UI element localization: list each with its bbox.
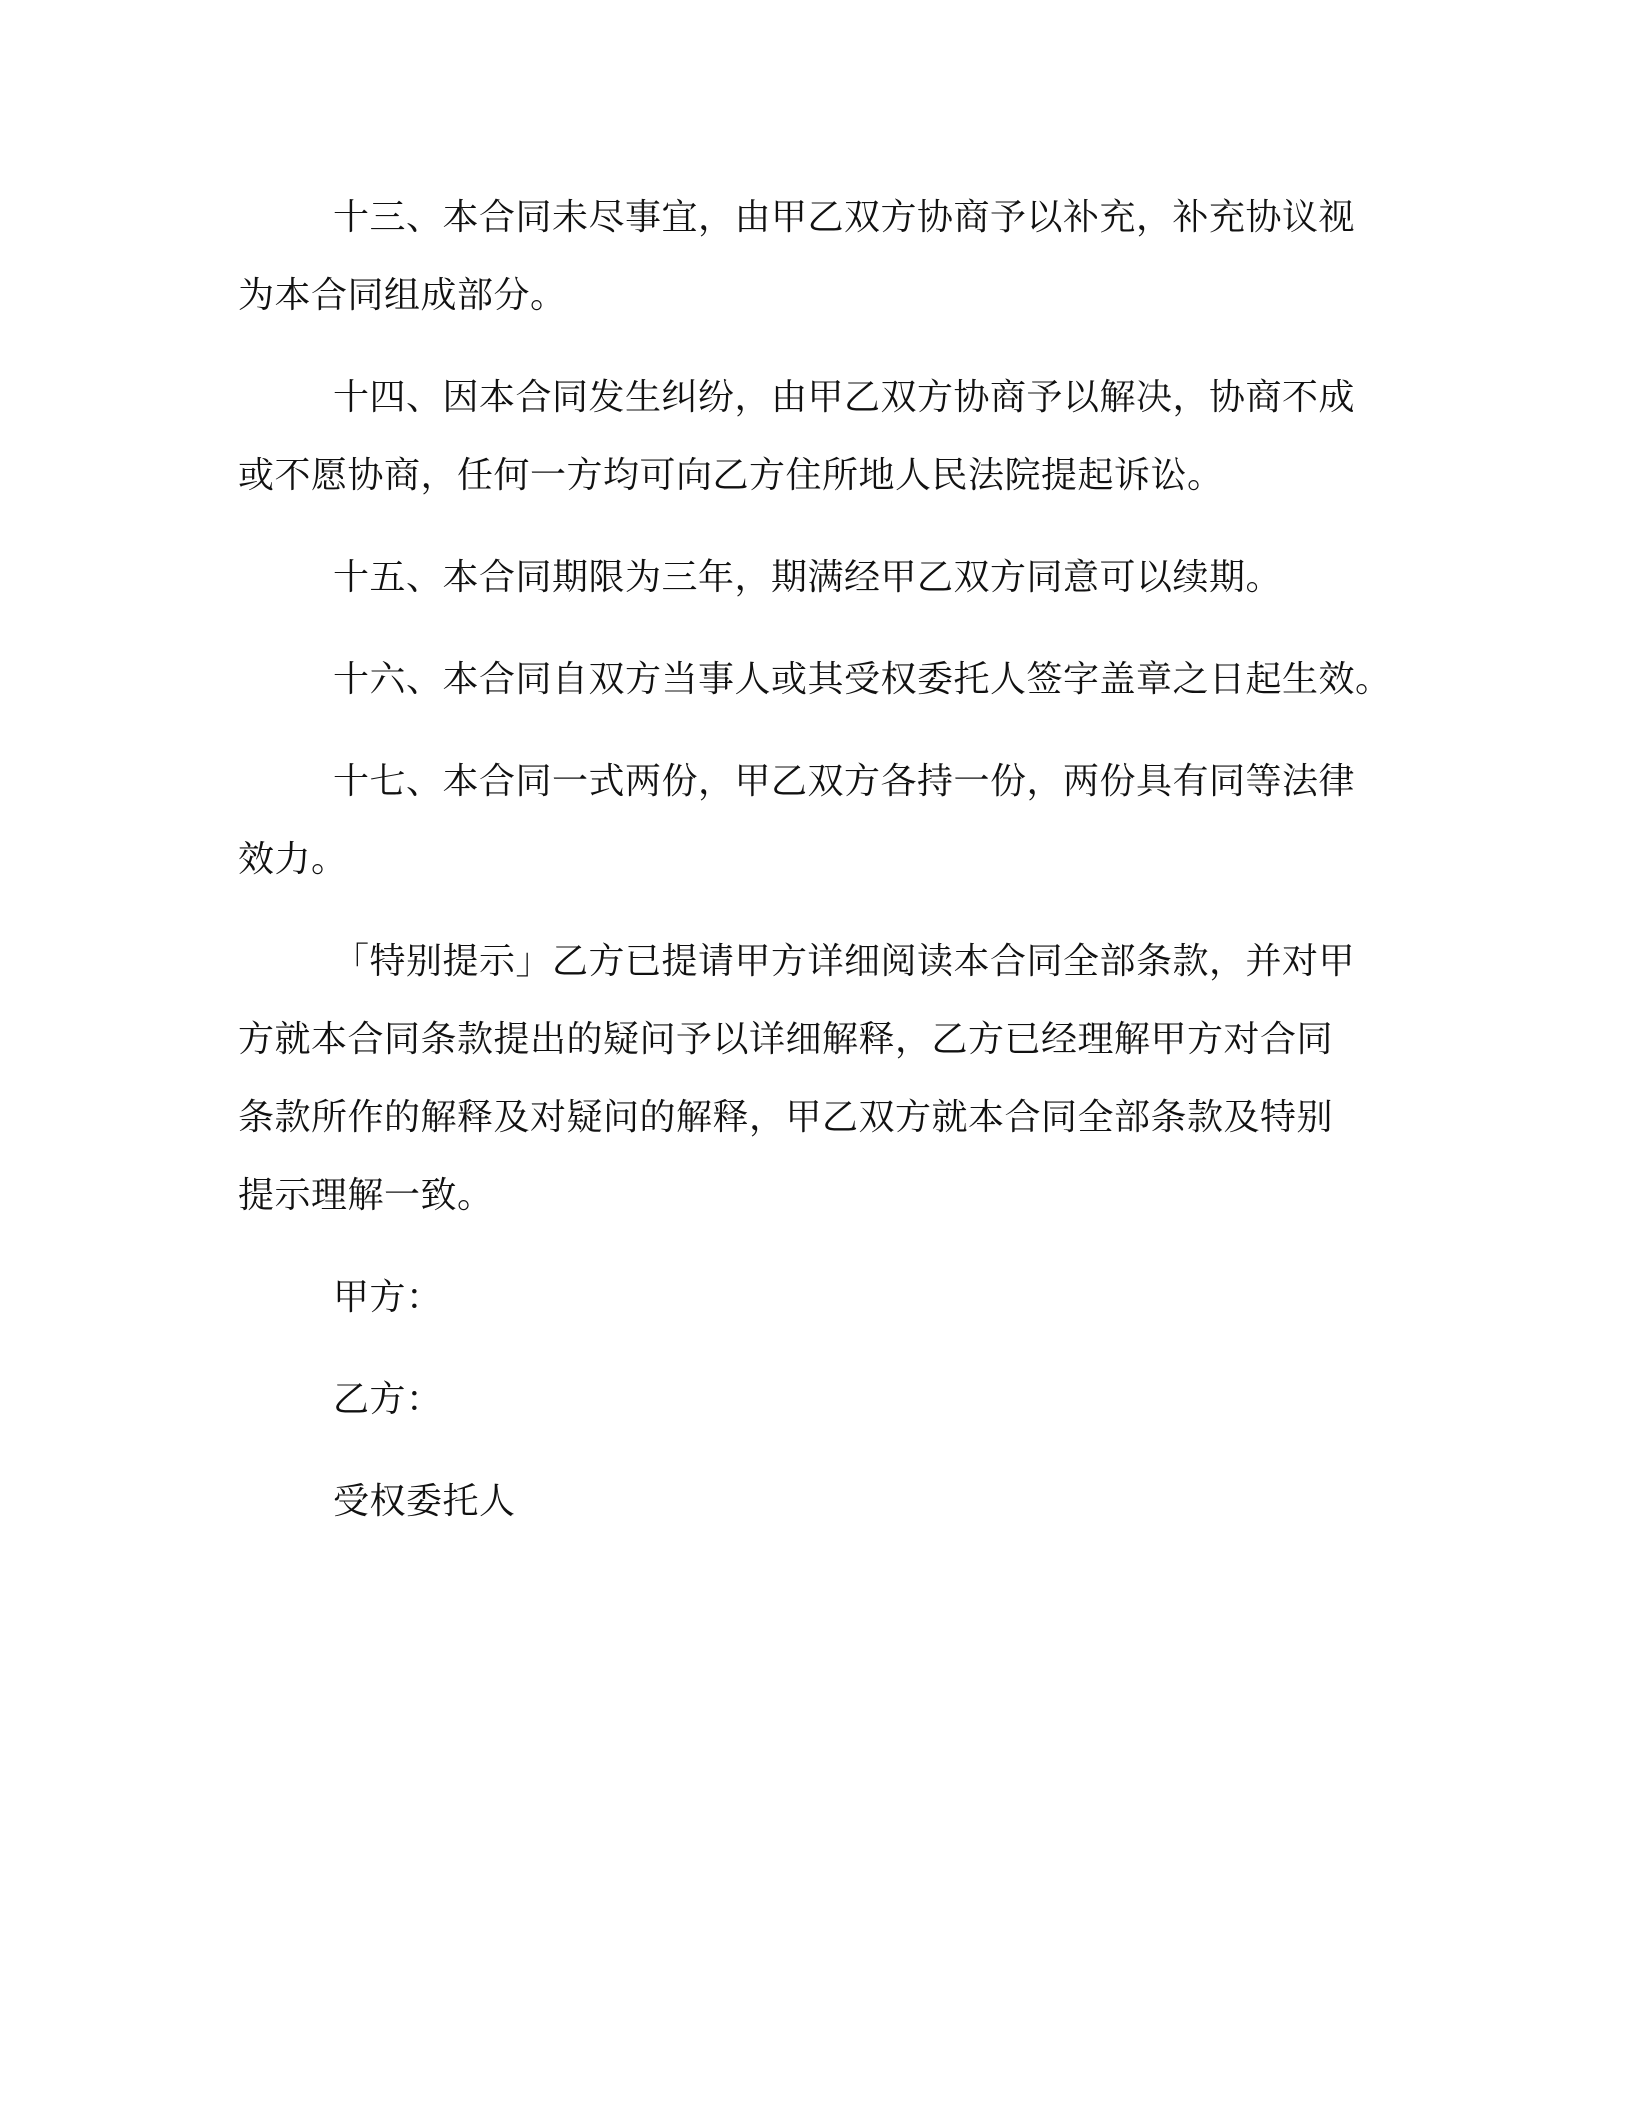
clause-13-line-2: 为本合同组成部分。: [238, 275, 567, 316]
agent-label: 受权委托人: [333, 1481, 516, 1522]
clause-15-line-1: 十五、本合同期限为三年，期满经甲乙双方同意可以续期。: [333, 557, 1283, 598]
party-a-label: 甲方：: [333, 1277, 443, 1318]
notice-line-2: 方就本合同条款提出的疑问予以详细解释，乙方已经理解甲方对合同: [238, 1019, 1334, 1060]
clause-14-line-1: 十四、因本合同发生纠纷，由甲乙双方协商予以解决，协商不成: [333, 377, 1356, 418]
clause-17-line-1: 十七、本合同一式两份，甲乙双方各持一份，两份具有同等法律: [333, 761, 1356, 802]
clause-17-line-2: 效力。: [238, 839, 348, 880]
notice-line-4: 提示理解一致。: [238, 1175, 494, 1216]
clause-16-line-1: 十六、本合同自双方当事人或其受权委托人签字盖章之日起生效。: [333, 659, 1392, 700]
party-b-label: 乙方：: [333, 1379, 443, 1420]
notice-line-3: 条款所作的解释及对疑问的解释，甲乙双方就本合同全部条款及特别: [238, 1097, 1334, 1138]
notice-line-1: 「特别提示」乙方已提请甲方详细阅读本合同全部条款，并对甲: [333, 941, 1356, 982]
clause-13-line-1: 十三、本合同未尽事宜，由甲乙双方协商予以补充，补充协议视: [333, 197, 1356, 238]
clause-14-line-2: 或不愿协商，任何一方均可向乙方住所地人民法院提起诉讼。: [238, 455, 1224, 496]
